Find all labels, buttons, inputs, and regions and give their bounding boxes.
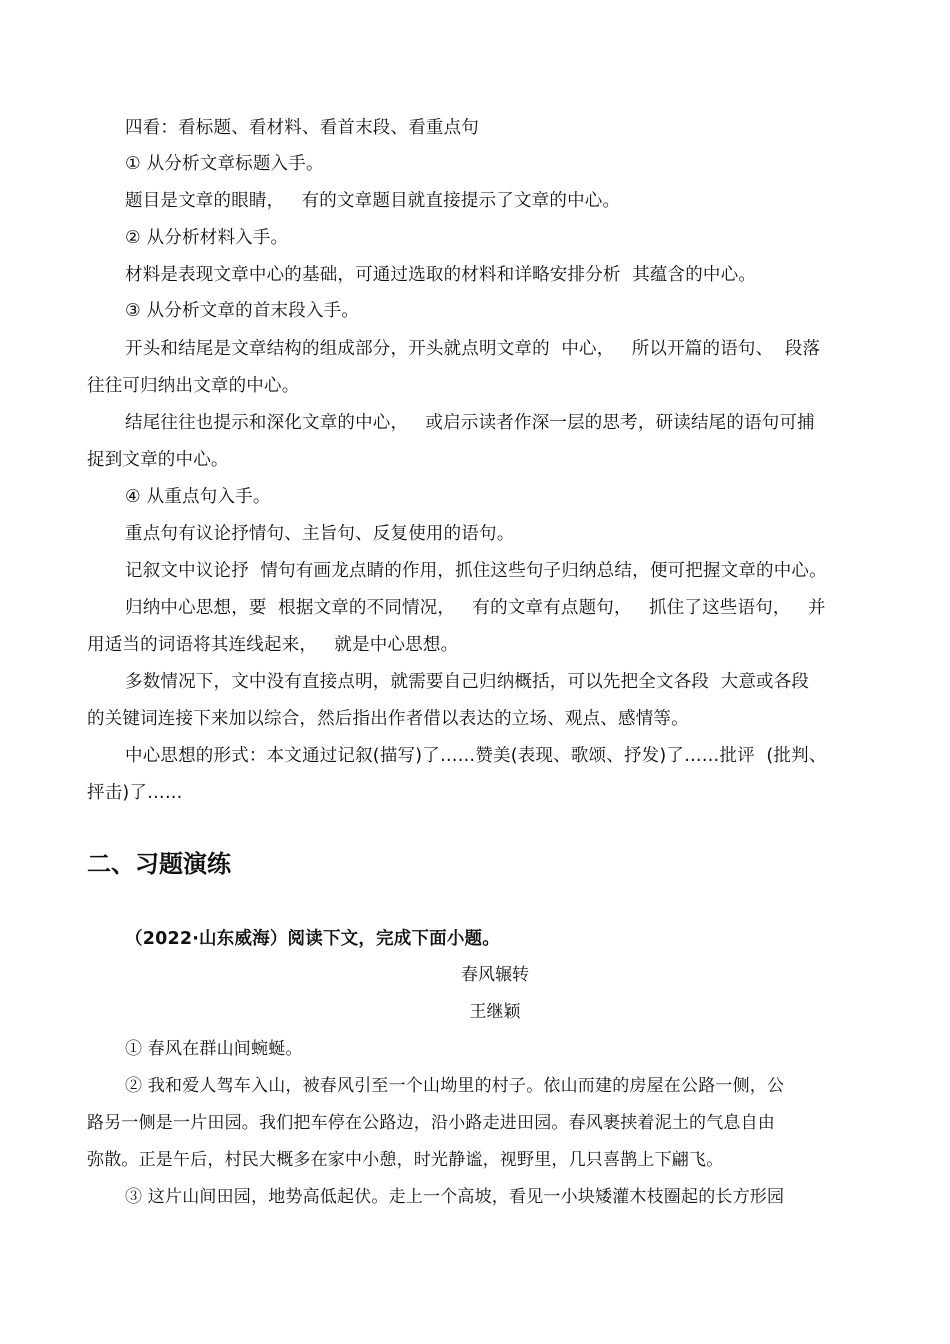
intro-line-14: 归纳中心思想，要 根据文章的不同情况， 有的文章有点题句， 抓住了这些语句， 并 — [125, 598, 826, 618]
intro-line-8: 往往可归纳出文章的中心。 — [87, 376, 300, 396]
intro-line-12: 重点句有议论抒情句、主旨句、反复使用的语句。 — [125, 524, 515, 544]
intro-line-11: ④ 从重点句入手。 — [125, 487, 271, 507]
section-heading: 二、习题演练 — [87, 850, 231, 878]
article-author: 王继颖 — [469, 1002, 521, 1022]
intro-line-1: 四看：看标题、看材料、看首末段、看重点句 — [125, 118, 479, 138]
intro-line-15: 用适当的词语将其连线起来， 就是中心思想。 — [87, 635, 459, 655]
intro-line-3: 题目是文章的眼睛， 有的文章题目就直接提示了文章的中心。 — [125, 191, 621, 211]
intro-line-7: 开头和结尾是文章结构的组成部分，开头就点明文章的 中心， 所以开篇的语句、 段落 — [125, 339, 821, 359]
intro-line-18: 中心思想的形式：本文通过记叙(描写)了……赞美(表现、歌颂、抒发)了……批评 (批判、 — [125, 746, 827, 766]
intro-line-5: 材料是表现文章中心的基础，可通过选取的材料和详略安排分析 其蕴含的中心。 — [125, 265, 757, 285]
article-title: 春风辗转 — [461, 965, 529, 985]
intro-line-2: ① 从分析文章标题入手。 — [125, 154, 324, 174]
intro-line-10: 捉到文章的中心。 — [87, 450, 229, 470]
intro-line-19: 抨击)了…… — [87, 783, 183, 803]
intro-line-17: 的关键词连接下来加以综合，然后指出作者借以表达的立场、观点、感情等。 — [87, 709, 689, 729]
paragraph-2-line-1: ② 我和爱人驾车入山，被春风引至一个山坳里的村子。依山而建的房屋在公路一侧，公 — [125, 1076, 785, 1096]
intro-line-16: 多数情况下，文中没有直接点明，就需要自己归纳概括，可以先把全文各段 大意或各段 — [125, 672, 810, 692]
intro-line-6: ③ 从分析文章的首末段入手。 — [125, 301, 360, 321]
paragraph-2-line-3: 弥散。正是午后，村民大概多在家中小憩，时光静谧，视野里，几只喜鹊上下翩飞。 — [87, 1150, 724, 1170]
intro-line-9: 结尾往往也提示和深化文章的中心， 或启示读者作深一层的思考，研读结尾的语句可捕 — [125, 413, 815, 433]
intro-line-13: 记叙文中议论抒 情句有画龙点睛的作用，抓住这些句子归纳总结，便可把握文章的中心。 — [125, 561, 827, 581]
intro-line-4: ② 从分析材料入手。 — [125, 228, 289, 248]
exercise-prompt: （2022·山东威海）阅读下文，完成下面小题。 — [125, 929, 500, 949]
paragraph-3-line-1: ③ 这片山间田园，地势高低起伏。走上一个高坡，看见一小块矮灌木枝圈起的长方形园 — [125, 1187, 785, 1207]
paragraph-2-line-2: 路另一侧是一片田园。我们把车停在公路边，沿小路走进田园。春风裹挟着泥土的气息自由 — [87, 1113, 775, 1133]
paragraph-1: ① 春风在群山间蜿蜒。 — [125, 1039, 303, 1059]
